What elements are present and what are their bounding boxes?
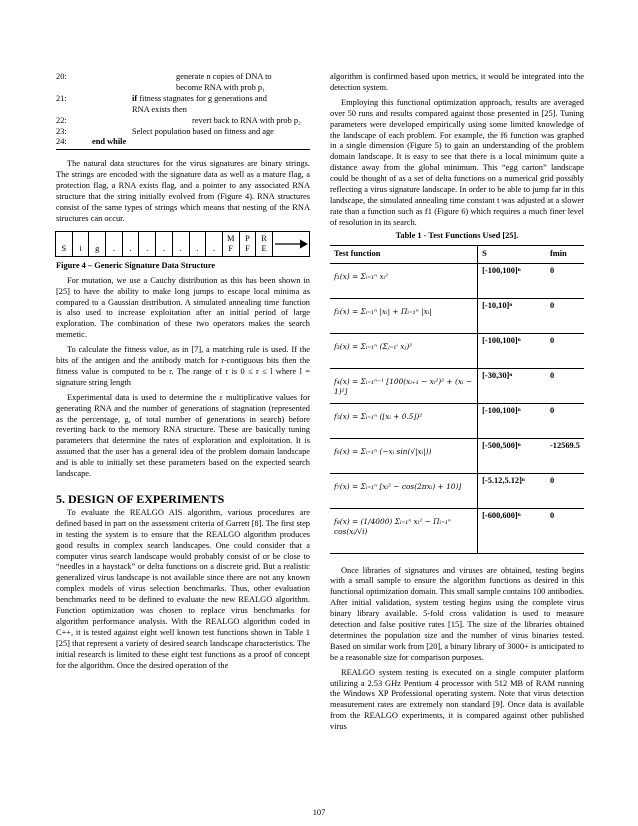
- paragraph-system-testing: REALGO system testing is executed on a single computer platform utilizing a 2.53 GHz Pentium 4 processor with 512 MB of RAM running the Windows XP Professional operating system. Note that virus detection measurement rates are extremely non standard [9]. Once data is available from the REALGO experiments, it is compared against other published virus: [330, 667, 584, 732]
- function-cell: f₃(x) = Σᵢ₌₁ⁿ (Σⱼ₌₁ⁱ xⱼ)²: [330, 333, 478, 368]
- table-row: [330, 438, 584, 473]
- function-cell: f₆(x) = Σᵢ₌₁ⁿ (−xᵢ sin(√|xᵢ|)): [330, 438, 478, 473]
- search-space-cell: [-100,100]ⁿ: [478, 403, 546, 438]
- column-header-fmin: fmin: [546, 245, 584, 263]
- fmin-cell: 0: [546, 508, 584, 553]
- table-1-caption: Table 1 - Test Functions Used [25].: [395, 230, 519, 240]
- algorithm-listing: [56, 72, 310, 150]
- algorithm-line: 21: if fitness stagnates for g generations and: [56, 93, 267, 103]
- function-cell: f₅(x) = Σᵢ₌₁ⁿ (⌊xᵢ + 0.5⌋)²: [330, 403, 478, 438]
- fmin-cell: -12569.5: [546, 438, 584, 473]
- algorithm-line: 20: generate n copies of DNA to: [56, 72, 272, 81]
- signature-cell: .: [105, 231, 123, 257]
- algorithm-line: 24: end while: [56, 137, 127, 147]
- page-number: 107: [312, 808, 326, 817]
- paragraph-continuation: algorithm is confirmed based upon metrics, it would be integrated into the detection system.: [330, 72, 584, 92]
- signature-cell: S: [55, 231, 73, 257]
- function-cell: f₁(x) = Σᵢ₌₁ⁿ xᵢ²: [330, 263, 478, 298]
- test-functions-table: [330, 245, 584, 554]
- signature-cell: .: [155, 231, 173, 257]
- paragraph-libraries: Once libraries of signatures and viruses are obtained, testing begins with a small sample to ensure the algorithm functions as desired in this functional optimization domain. This small sample contains 100 antibodies. After initial validation, system testing begins using the complete virus binary library available. 5-fold cross validation is used to measure detection and false positive rates [15]. The size of the libraries obtained determines the population size and the number of virus binaries tested. Based on similar work from [20], a binary library of 3000+ is anticipated to be a reasonable size for comparison purposes.: [330, 565, 584, 662]
- table-row: [330, 263, 584, 298]
- table-row: [330, 508, 584, 553]
- signature-cell: .: [189, 231, 207, 257]
- table-row: [330, 403, 584, 438]
- search-space-cell: [-500,500]ⁿ: [478, 438, 546, 473]
- fmin-cell: 0: [546, 403, 584, 438]
- paragraph-mutation: For mutation, we use a Cauchy distribution as this has been shown in [25] to have the ability to make long jumps to escape local minima as compared to a Gaussian distribution. A simulated annealing time function is also used to increase exploitation after an initial period of large exploration. The combination of these two operators makes the search memetic.: [56, 275, 310, 340]
- signature-cell-mature-flag: M F: [222, 231, 240, 257]
- paragraph-signature-structures: The natural data structures for the virus signatures are binary strings. The strings are encoded with the signature data as well as a mature flag, a protection flag, a RNA exists flag, and a pointer to any associated RNA structure that the string initially evolved from (Figure 4). RNA structures consist of the same types of strings which means that nesting of the RNA structures can occur.: [56, 159, 310, 223]
- signature-cell: .: [138, 231, 156, 257]
- signature-cell: g: [88, 231, 106, 257]
- search-space-cell: [-100,100]ⁿ: [478, 263, 546, 298]
- fmin-cell: 0: [546, 263, 584, 298]
- search-space-cell: [-600,600]ⁿ: [478, 508, 546, 553]
- function-cell: f₂(x) = Σᵢ₌₁ⁿ |xᵢ| + Πᵢ₌₁ⁿ |xᵢ|: [330, 298, 478, 333]
- fmin-cell: 0: [546, 333, 584, 368]
- signature-diagram: [56, 231, 310, 257]
- fmin-cell: 0: [546, 298, 584, 333]
- left-column: [56, 72, 310, 672]
- right-column: [330, 72, 584, 733]
- search-space-cell: [-30,30]ⁿ: [478, 368, 546, 403]
- fmin-cell: 0: [546, 368, 584, 403]
- search-space-cell: [-5.12,5.12]ⁿ: [478, 473, 546, 508]
- section-heading: 5. DESIGN OF EXPERIMENTS: [56, 492, 225, 506]
- signature-cell: .: [172, 231, 190, 257]
- table-row: [330, 473, 584, 508]
- table-row: [330, 298, 584, 333]
- table-row: [330, 333, 584, 368]
- signature-cell-protection-flag: P F: [239, 231, 257, 257]
- function-cell: f₇(x) = Σᵢ₌₁ⁿ [xᵢ² − cos(2πxᵢ) + 10)]: [330, 473, 478, 508]
- search-space-cell: [-100,100]ⁿ: [478, 333, 546, 368]
- function-cell: f₄(x) = Σᵢ₌₁ⁿ⁻¹ [100(xᵢ₊₁ − xᵢ²)² + (xᵢ − 1)²]: [330, 368, 478, 403]
- paragraph-experimental-data: Experimental data is used to determine the ε multiplicative values for generating RNA and the number of generations of stagnation (represented as the percentage, g, of total number of generations in search) before reverting back to the memory RNA structure. These are basically tuning parameters that determine the rates of exploration and exploitation. It is assumed that the user has a general idea of the problem domain landscape and is able to initially set these parameters based on the expected search landscape.: [56, 392, 310, 479]
- function-cell: f₈(x) = (1/4000) Σᵢ₌₁ⁿ xᵢ² − Πᵢ₌₁ⁿ cos(xᵢ/√i): [330, 508, 478, 553]
- paragraph-optimization-approach: Employing this functional optimization approach, results are averaged over 50 runs and results compared against those presented in [25]. Tuning parameters were developed empirically using some limited knowledge of the landscape of each problem. For example, the f6 function was graphed in a single dimension (Figure 5) to gain an understanding of the problem domain landscape. It is easy to see that there is a local minimum quite a distance away from the global minimum. This “egg carton” landscape could be thought of as a set of delta functions on a numerical grid possibly reflecting a virus signature landscape. In order to be able to jump far in this landscape, the simulated annealing time constant t was adjusted at a slower rate than a function such as f1 (Figure 6) which requires a much finer level of resolution in its search.: [330, 97, 584, 227]
- table-row: [330, 368, 584, 403]
- table-header-row: [330, 245, 584, 263]
- arrow-right-icon: [273, 238, 309, 250]
- signature-cell: .: [205, 231, 223, 257]
- paragraph-fitness: To calculate the fitness value, as in [7], a matching rule is used. If the bits of the antigen and the antibody match for r-contiguous bits then the fitness value is computed to be r. The range of r is 0 ≤ r ≤ l where l = signature string length: [56, 345, 310, 387]
- column-header-s: S: [478, 245, 546, 263]
- column-header-test-function: Test function: [330, 245, 478, 263]
- search-space-cell: [-10,10]ⁿ: [478, 298, 546, 333]
- signature-cell: i: [72, 231, 90, 257]
- fmin-cell: 0: [546, 473, 584, 508]
- signature-cell-rna-exists-flag: R E: [255, 231, 273, 257]
- algorithm-line: RNA exists then: [132, 104, 187, 114]
- figure-4-caption: Figure 4 – Generic Signature Data Structure: [56, 260, 216, 270]
- algorithm-line: become RNA with prob p₁: [176, 82, 265, 92]
- rna-pointer-cell: [272, 231, 310, 257]
- algorithm-line: 23: Select population based on fitness and age: [56, 126, 274, 136]
- paragraph-design-of-experiments: To evaluate the REALGO AIS algorithm, various procedures are defined based in part on the assessment criteria of Garrett [8]. The first step in testing the system is to ensure that the REALGO algorithm produces good results in complex search landscapes. One could consider that a computer virus search landscape would probably consist of or be close to “needles in a haystack” or delta functions on a discrete grid. But a realistic generalized virus landscape is not available since there are not any known complex models of virus selection benchmarks. Thus, other evaluation benchmarks need to be defined to evaluate the new REALGO algorithm. Function optimization was chosen to replace virus benchmarks for algorithm performance analysis. With the REALGO algorithm coded in C++, it is tested against eight well known test functions shown in Table 1 [25] that represent a variety of desired search landscape characteristics. The initial research is limited to these eight test functions as a proof of concept for the algorithm. Once the desired operation of the: [56, 507, 310, 670]
- algorithm-line: 22: revert back to RNA with prob p₂: [56, 115, 301, 125]
- signature-cell: .: [122, 231, 140, 257]
